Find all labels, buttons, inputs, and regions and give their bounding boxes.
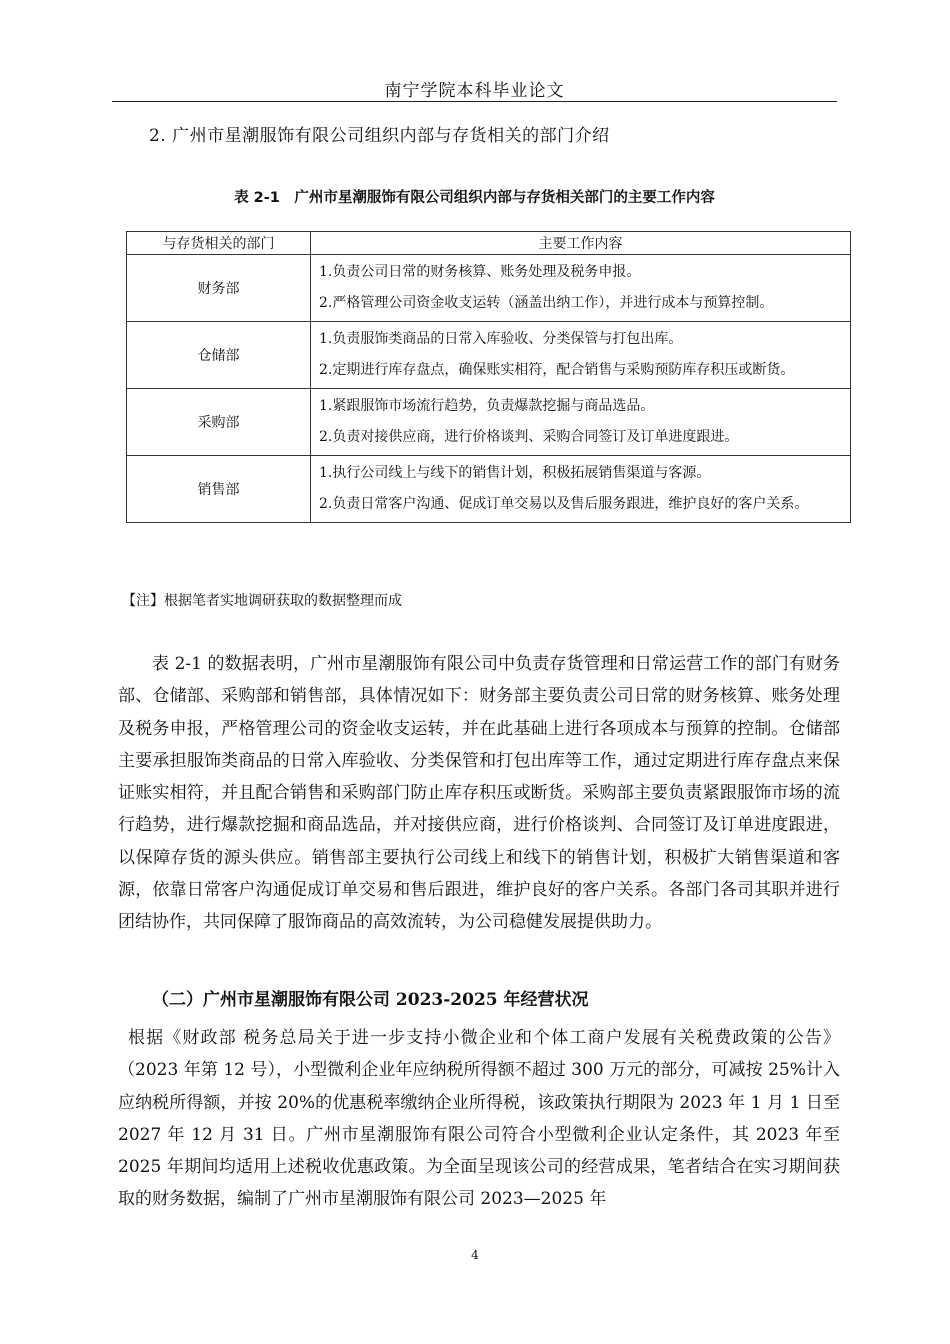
table-row — [127, 389, 851, 456]
header-divider — [112, 101, 837, 102]
duty-item: 1.执行公司线上与线下的销售计划，积极拓展销售渠道与客源。 — [319, 465, 711, 481]
table-row — [127, 255, 851, 322]
table-caption: 表 2-1 广州市星潮服饰有限公司组织内部与存货相关部门的主要工作内容 — [234, 190, 715, 206]
body-paragraph: 表 2-1 的数据表明，广州市星潮服饰有限公司中负责存货管理和日常运营工作的部门有财务部、仓储部、采购部和销售部，具体情况如下：财务部主要负责公司日常的财务核算、账务处理及税务申报，严格管理公司的资金收支运转，并在此基础上进行各项成本与预算的控制。仓储部主要承担服饰类商品的日常入库验收、分类保管和打包出库等工作，通过定期进行库存盘点来保证账实相符，并且配合销售和采购部门防止库存积压或断货。采购部主要负责紧跟服饰市场的流行趋势，进行爆款挖掘和商品选品，并对接供应商，进行价格谈判、合同签订及订单进度跟进，以保障存货的源头供应。销售部主要执行公司线上和线下的销售计划，积极扩大销售渠道和客源，依靠日常客户沟通促成订单交易和售后跟进，维护良好的客户关系。各部门各司其职并进行团结协作，共同保障了服饰商品的高效流转，为公司稳健发展提供助力。 — [118, 654, 840, 933]
department-cell: 销售部 — [127, 456, 311, 523]
department-cell: 仓储部 — [127, 322, 311, 389]
subsection-heading: （二）广州市星潮服饰有限公司 2023-2025 年经营状况 — [152, 990, 589, 1010]
duty-item: 1.负责服饰类商品的日常入库验收、分类保管与打包出库。 — [319, 331, 683, 347]
column-header-duties: 主要工作内容 — [311, 232, 851, 255]
page-header-title: 南宁学院本科毕业论文 — [384, 81, 565, 101]
table-row — [127, 322, 851, 389]
duty-item: 2.严格管理公司资金收支运转（涵盖出纳工作），并进行成本与预算控制。 — [319, 295, 774, 311]
duty-item: 1.紧跟服饰市场流行趋势，负责爆款挖掘与商品选品。 — [319, 398, 655, 414]
page-number: 4 — [471, 1248, 479, 1262]
table-header-row — [127, 232, 851, 255]
duty-item: 2.负责对接供应商，进行价格谈判、采购合同签订及订单进度跟进。 — [319, 429, 739, 445]
column-header-department: 与存货相关的部门 — [127, 232, 311, 255]
table-row — [127, 456, 851, 523]
body-paragraph: 根据《财政部 税务总局关于进一步支持小微企业和个体工商户发展有关税费政策的公告》（2023 年第 12 号），小型微利企业年应纳税所得额不超过 300 万元的部分，可减按 25%计入应纳税所得额，并按 20%的优惠税率缴纳企业所得税，该政策执行期限为 2023 年 1 月 1 日至 2027 年 12 月 31 日。广州市星潮服饰有限公司符合小型微利企业认定条件，其 2023 年至 2025 年期间均适用上述税收优惠政策。为全面呈现该公司的经营成果，笔者结合在实习期间获取的财务数据，编制了广州市星潮服饰有限公司 2023—2025 年 — [118, 1028, 840, 1210]
department-table — [126, 231, 851, 523]
department-cell: 采购部 — [127, 389, 311, 456]
duty-item: 2.负责日常客户沟通、促成订单交易以及售后服务跟进，维护良好的客户关系。 — [319, 496, 809, 512]
duties-cell — [311, 255, 851, 322]
department-cell: 财务部 — [127, 255, 311, 322]
duty-item: 2.定期进行库存盘点，确保账实相符，配合销售与采购预防库存积压或断货。 — [319, 362, 795, 378]
duties-cell — [311, 322, 851, 389]
duties-cell — [311, 389, 851, 456]
duty-item: 1.负责公司日常的财务核算、账务处理及税务申报。 — [319, 264, 641, 280]
table-note: 【注】根据笔者实地调研获取的数据整理而成 — [122, 593, 402, 609]
duties-cell — [311, 456, 851, 523]
section-heading: 2. 广州市星潮服饰有限公司组织内部与存货相关的部门介绍 — [149, 126, 610, 146]
